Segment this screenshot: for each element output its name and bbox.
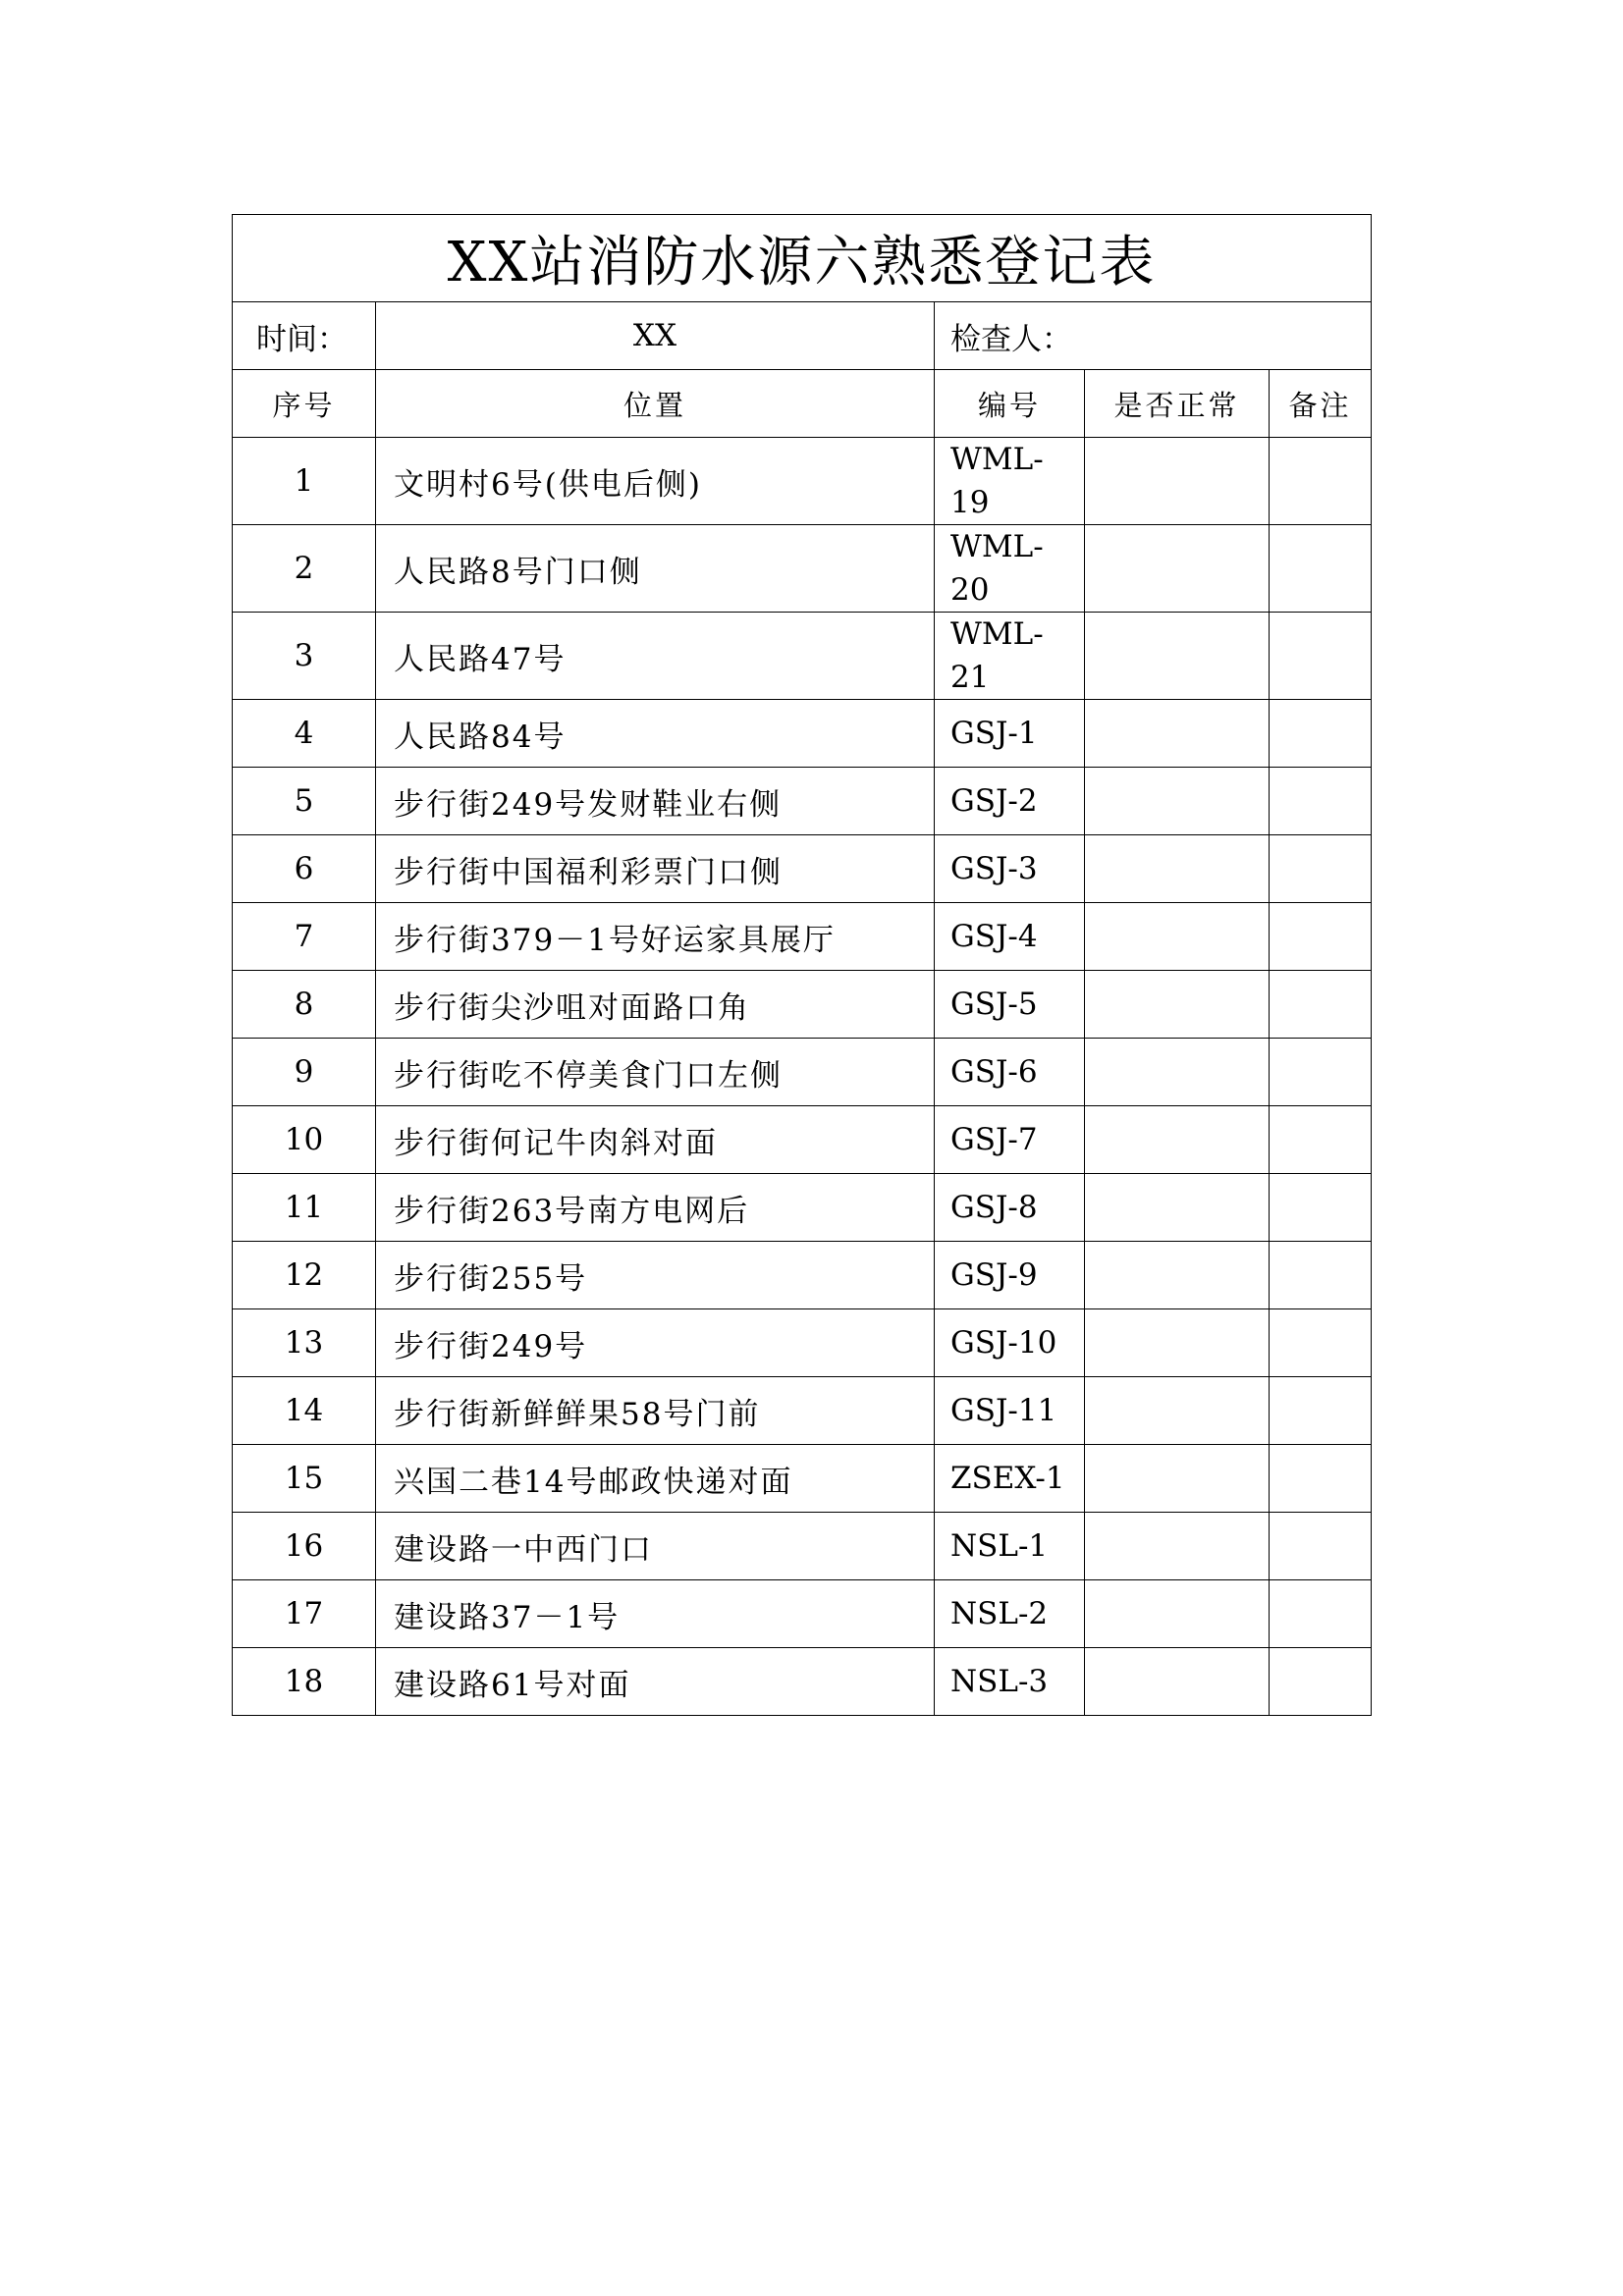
- row-code-cell: [935, 438, 1085, 525]
- table-row: [233, 1445, 1372, 1513]
- row-code: GSJ-11: [935, 1377, 1085, 1445]
- row-remark[interactable]: [1270, 1580, 1372, 1648]
- row-seq: 15: [233, 1445, 376, 1513]
- row-code: GSJ-1: [935, 700, 1085, 768]
- row-remark[interactable]: [1270, 525, 1372, 613]
- row-remark[interactable]: [1270, 700, 1372, 768]
- table-row: [233, 1039, 1372, 1106]
- row-code: GSJ-7: [935, 1106, 1085, 1174]
- fire-water-source-table: [232, 214, 1372, 1716]
- row-remark[interactable]: [1270, 971, 1372, 1039]
- table-row: [233, 1377, 1372, 1445]
- row-code: GSJ-3: [935, 835, 1085, 903]
- header-location: 位置: [376, 370, 935, 438]
- row-normal[interactable]: [1085, 768, 1270, 835]
- row-remark[interactable]: [1270, 1106, 1372, 1174]
- row-remark[interactable]: [1270, 1309, 1372, 1377]
- row-location: 步行街尖沙咀对面路口角: [376, 971, 935, 1039]
- row-location: 步行街中国福利彩票门口侧: [376, 835, 935, 903]
- row-code-cell: [935, 525, 1085, 613]
- inspector-label: 检查人：: [935, 302, 1372, 370]
- row-location: 兴国二巷14号邮政快递对面: [376, 1445, 935, 1513]
- table-row: [233, 525, 1372, 613]
- row-code: GSJ-5: [935, 971, 1085, 1039]
- header-row: [233, 370, 1372, 438]
- table-row: [233, 1513, 1372, 1580]
- row-normal[interactable]: [1085, 1377, 1270, 1445]
- row-location: 人民路47号: [376, 613, 935, 700]
- row-seq: 1: [233, 438, 376, 525]
- registration-sheet: [232, 214, 1371, 1716]
- row-location: 步行街新鲜鲜果58号门前: [376, 1377, 935, 1445]
- row-location: 步行街379－1号好运家具展厅: [376, 903, 935, 971]
- row-seq: 17: [233, 1580, 376, 1648]
- row-remark[interactable]: [1270, 438, 1372, 525]
- row-location: 建设路61号对面: [376, 1648, 935, 1716]
- row-code: GSJ-4: [935, 903, 1085, 971]
- row-code: GSJ-10: [935, 1309, 1085, 1377]
- table-row: [233, 1309, 1372, 1377]
- row-location: 步行街249号: [376, 1309, 935, 1377]
- table-row: [233, 1106, 1372, 1174]
- row-seq: 3: [233, 613, 376, 700]
- row-remark[interactable]: [1270, 903, 1372, 971]
- row-remark[interactable]: [1270, 1242, 1372, 1309]
- row-seq: 6: [233, 835, 376, 903]
- row-normal[interactable]: [1085, 1039, 1270, 1106]
- row-normal[interactable]: [1085, 438, 1270, 525]
- table-row: [233, 1174, 1372, 1242]
- row-normal[interactable]: [1085, 971, 1270, 1039]
- row-location: 步行街吃不停美食门口左侧: [376, 1039, 935, 1106]
- table-row: [233, 971, 1372, 1039]
- row-normal[interactable]: [1085, 1309, 1270, 1377]
- row-normal[interactable]: [1085, 1648, 1270, 1716]
- row-seq: 13: [233, 1309, 376, 1377]
- row-code: ZSEX-1: [935, 1445, 1085, 1513]
- row-seq: 14: [233, 1377, 376, 1445]
- row-normal[interactable]: [1085, 1106, 1270, 1174]
- row-location: 人民路84号: [376, 700, 935, 768]
- row-normal[interactable]: [1085, 1580, 1270, 1648]
- row-normal[interactable]: [1085, 613, 1270, 700]
- row-remark[interactable]: [1270, 1377, 1372, 1445]
- row-remark[interactable]: [1270, 1174, 1372, 1242]
- table-row: [233, 903, 1372, 971]
- row-remark[interactable]: [1270, 768, 1372, 835]
- title-row: [233, 215, 1372, 302]
- row-seq: 10: [233, 1106, 376, 1174]
- row-location: 步行街何记牛肉斜对面: [376, 1106, 935, 1174]
- time-value: XX: [376, 302, 935, 370]
- row-seq: 9: [233, 1039, 376, 1106]
- row-normal[interactable]: [1085, 700, 1270, 768]
- row-code-cell: [935, 613, 1085, 700]
- row-seq: 2: [233, 525, 376, 613]
- row-location: 步行街249号发财鞋业右侧: [376, 768, 935, 835]
- table-row: [233, 1242, 1372, 1309]
- table-row: [233, 835, 1372, 903]
- row-normal[interactable]: [1085, 903, 1270, 971]
- row-code: WML-21: [950, 616, 1044, 695]
- row-normal[interactable]: [1085, 1174, 1270, 1242]
- row-code: GSJ-8: [935, 1174, 1085, 1242]
- row-seq: 16: [233, 1513, 376, 1580]
- row-location: 步行街255号: [376, 1242, 935, 1309]
- table-row: [233, 613, 1372, 700]
- row-seq: 8: [233, 971, 376, 1039]
- row-location: 建设路一中西门口: [376, 1513, 935, 1580]
- row-seq: 18: [233, 1648, 376, 1716]
- row-normal[interactable]: [1085, 1445, 1270, 1513]
- row-code: WML-19: [950, 442, 1044, 520]
- row-seq: 5: [233, 768, 376, 835]
- row-remark[interactable]: [1270, 1648, 1372, 1716]
- row-location: 文明村6号(供电后侧): [376, 438, 935, 525]
- row-code: NSL-3: [935, 1648, 1085, 1716]
- header-seq: 序号: [233, 370, 376, 438]
- row-location: 建设路37－1号: [376, 1580, 935, 1648]
- row-normal[interactable]: [1085, 835, 1270, 903]
- row-code: GSJ-2: [935, 768, 1085, 835]
- header-normal: 是否正常: [1085, 370, 1270, 438]
- row-code: GSJ-6: [935, 1039, 1085, 1106]
- header-code: 编号: [935, 370, 1085, 438]
- row-normal[interactable]: [1085, 1242, 1270, 1309]
- row-location: 人民路8号门口侧: [376, 525, 935, 613]
- row-seq: 11: [233, 1174, 376, 1242]
- row-code: NSL-2: [935, 1580, 1085, 1648]
- row-remark[interactable]: [1270, 835, 1372, 903]
- time-label: 时间：: [233, 302, 376, 370]
- row-remark[interactable]: [1270, 613, 1372, 700]
- page-title: XX站消防水源六熟悉登记表: [233, 215, 1372, 302]
- row-seq: 4: [233, 700, 376, 768]
- row-code: GSJ-9: [935, 1242, 1085, 1309]
- row-location: 步行街263号南方电网后: [376, 1174, 935, 1242]
- table-row: [233, 700, 1372, 768]
- row-remark[interactable]: [1270, 1039, 1372, 1106]
- table-row: [233, 1580, 1372, 1648]
- row-seq: 7: [233, 903, 376, 971]
- row-code: NSL-1: [935, 1513, 1085, 1580]
- row-remark[interactable]: [1270, 1513, 1372, 1580]
- table-row: [233, 768, 1372, 835]
- table-row: [233, 438, 1372, 525]
- row-remark[interactable]: [1270, 1445, 1372, 1513]
- row-normal[interactable]: [1085, 525, 1270, 613]
- table-row: [233, 1648, 1372, 1716]
- row-code: WML-20: [950, 529, 1044, 608]
- header-remark: 备注: [1270, 370, 1372, 438]
- row-normal[interactable]: [1085, 1513, 1270, 1580]
- row-seq: 12: [233, 1242, 376, 1309]
- info-row: [233, 302, 1372, 370]
